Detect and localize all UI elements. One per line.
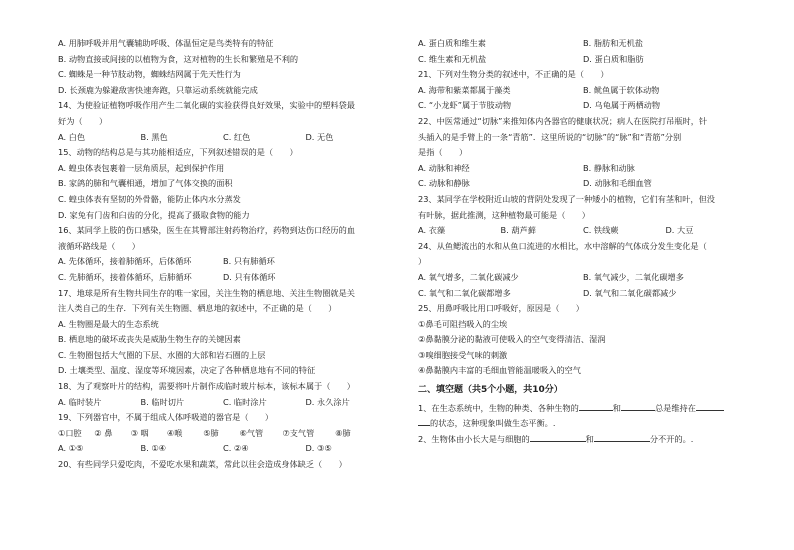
q16-option-c: C. 先肺循环，接着体循环，后肺循环 [58, 271, 192, 282]
q18-option-d: D. 永久涂片 [305, 396, 350, 407]
q22-option-d: D. 动脉和毛细血管 [583, 178, 652, 189]
q15-option-c: C. 蝗虫体表有坚韧的外骨骼，能防止体内水分蒸发 [58, 193, 241, 204]
q19-options [58, 441, 388, 457]
q24-options-ab [418, 270, 748, 286]
q25-item-1: ①鼻毛可阻挡吸入的尘埃 [418, 318, 508, 329]
q16-option-a: A. 先体循环，接着肺循环，后体循环 [58, 256, 192, 267]
q19-item-5: ⑤肺 [203, 427, 219, 438]
q20-option-c: C. 维生素和无机盐 [418, 53, 487, 64]
q23-option-a: A. 衣藻 [418, 225, 446, 236]
q18-stem: 18、为了观察叶片的结构，需要将叶片制作成临时玻片标本，该标本属于（ ） [58, 381, 355, 392]
fill2-text-3: 分不开的。. [649, 433, 694, 444]
q19-item-1: ①口腔 [58, 427, 82, 438]
q22-stem-cont: 头插入的是手臂上的一条“青筋”．这里所说的“切脉”的“脉”和“青筋”分别 [418, 131, 682, 142]
q24-option-c: C. 氧气和二氧化碳都增多 [418, 287, 511, 298]
fill1-line1 [418, 401, 748, 417]
fill2-text-2: 和 [585, 433, 594, 444]
fill1-text-4: 的状态，这种现象叫做生态平衡。. [430, 418, 556, 429]
q17-option-c: C. 生物圈包括大气圈的下层、水圈的大部和岩石圈的上层 [58, 349, 266, 360]
fill1-blank-1[interactable] [579, 402, 613, 411]
q25-item-3: ③嗅细胞接受气味的刺激 [418, 349, 508, 360]
q23-stem-cont: 有叶脉，据此推测，这种植物最可能是（ ） [418, 209, 590, 220]
q22-stem-end: 是指（ ） [418, 147, 468, 158]
q18-options [58, 395, 388, 411]
q23-option-c: C. 铁线蕨 [583, 225, 619, 236]
fill2-line [418, 432, 748, 448]
q24-option-d: D. 氧气和二氧化碳都减少 [583, 287, 677, 298]
q25-item-2: ②鼻黏膜分泌的黏液可使吸入的空气变得清洁、湿润 [418, 334, 606, 345]
q19-item-4: ④喉 [166, 427, 183, 438]
q16-option-d: D. 只有体循环 [223, 271, 276, 282]
q20-stem: 20、有些同学只爱吃肉，不爱吃水果和蔬菜，常此以往会造成身体缺乏（ ） [58, 459, 347, 470]
q25-item-4: ④鼻黏膜内丰富的毛细血管能温暖吸入的空气 [418, 365, 581, 376]
q24-options-cd [418, 286, 748, 302]
q16-stem-cont: 液循环路线是（ ） [58, 240, 140, 251]
q20-options-cd [418, 52, 748, 68]
q25-stem: 25、用鼻呼吸比用口呼吸好，原因是（ ） [418, 303, 584, 314]
q21-stem: 21、下列对生物分类的叙述中，不正确的是（ ） [418, 69, 609, 80]
q22-option-b: B. 静脉和动脉 [583, 162, 635, 173]
section-title-fill-in: 二、填空题（共5个小题，共10分） [418, 385, 563, 396]
q22-options-cd [418, 176, 748, 192]
fill1-blank-3[interactable] [696, 402, 724, 411]
q15-stem: 15、动物的结构总是与其功能相适应，下列叙述错误的是（ ） [58, 147, 298, 158]
q21-option-a: A. 海带和紫菜都属于藻类 [418, 84, 511, 95]
q21-option-c: C. “小龙虾”属于节肢动物 [418, 100, 512, 111]
q19-item-7: ⑦支气管 [282, 427, 315, 438]
q19-option-b: B. ①④ [140, 443, 167, 454]
q20-options-ab [418, 36, 748, 52]
q19-option-d: D. ③⑤ [305, 443, 332, 454]
q17-stem: 17、地球是所有生物共同生存的唯一家园，关注生物的栖息地、关注生物圈就是关 [58, 287, 355, 298]
q16-option-b: B. 只有肺循环 [223, 256, 275, 267]
q17-option-b: B. 栖息地的破坏或丧失是威胁生物生存的关键因素 [58, 334, 241, 345]
q19-stem: 19、下列器官中，不属于组成人体呼吸道的器官是（ ） [58, 412, 274, 423]
fill2-blank-1[interactable] [530, 433, 586, 442]
fill1-line2 [418, 416, 748, 432]
q13-option-c: C. 蜘蛛是一种节肢动物，蜘蛛结网属于先天性行为 [58, 69, 241, 80]
q13-option-a: A. 用肺呼吸并用气囊辅助呼吸、体温恒定是鸟类特有的特征 [58, 38, 274, 48]
q16-stem: 16、某同学上肢的伤口感染，医生在其臀部注射药物治疗，药物到达伤口经历的血 [58, 225, 355, 236]
fill1-blank-3-cont[interactable] [418, 417, 430, 426]
q21-options-ab [418, 83, 748, 99]
q20-option-b: B. 脂肪和无机盐 [583, 38, 643, 48]
right-column [418, 36, 748, 447]
q20-option-d: D. 蛋白质和脂肪 [583, 53, 644, 64]
q22-stem: 22、中医常通过“切脉”来推知体内各器官的健康状况；病人在医院打吊瓶时，针 [418, 115, 708, 126]
q18-option-b: B. 临时切片 [140, 396, 185, 407]
q19-items [58, 426, 388, 442]
q17-option-a: A. 生物圈是最大的生态系统 [58, 318, 159, 329]
q19-item-2: ② 鼻 [94, 427, 113, 438]
q19-option-a: A. ①⑤ [58, 443, 84, 454]
q21-option-d: D. 乌龟属于两栖动物 [583, 100, 661, 111]
q23-options [418, 223, 748, 239]
q14-option-b: B. 黑色 [140, 131, 168, 142]
q14-option-a: A. 白色 [58, 131, 86, 142]
q24-stem-cont: ） [418, 256, 427, 267]
q22-option-a: A. 动脉和神经 [418, 162, 470, 173]
q16-options-cd [58, 270, 388, 286]
q23-option-b: B. 葫芦藓 [500, 225, 536, 236]
q23-stem: 23、某同学在学校附近山坡的背阴处发现了一种矮小的植物，它们有茎和叶，但没 [418, 193, 715, 204]
q24-option-b: B. 氧气减少，二氧化碳增多 [583, 271, 684, 282]
fill2-text-1: 2、生物体由小长大是与细胞的 [418, 433, 530, 444]
fill2-blank-2[interactable] [594, 433, 650, 442]
q19-option-c: C. ②④ [223, 443, 249, 454]
fill1-text-1: 1、在生态系统中，生物的种类、各种生物的 [418, 402, 579, 413]
q21-option-b: B. 鱿鱼属于软体动物 [583, 84, 660, 95]
q17-option-d: D. 土壤类型、温度、湿度等环境因素，决定了各种栖息地有不同的特征 [58, 365, 316, 376]
left-column [58, 36, 388, 473]
q18-option-a: A. 临时装片 [58, 396, 102, 407]
q24-stem: 24、从鱼鳃流出的水和从鱼口流进的水相比，水中溶解的气体成分发生变化是（ [418, 240, 707, 251]
q24-option-a: A. 氧气增多，二氧化碳减少 [418, 271, 519, 282]
q22-option-c: C. 动脉和静脉 [418, 178, 470, 189]
q16-options-ab [58, 254, 388, 270]
q15-option-a: A. 蝗虫体表包裹着一层角质层，起到保护作用 [58, 162, 225, 173]
q23-option-d: D. 大豆 [665, 225, 694, 236]
q14-stem: 14、为使验证植物呼吸作用产生二氧化碳的实验获得良好效果，实验中的塑料袋最 [58, 100, 355, 111]
q17-stem-cont: 注人类自己的生存．下列有关生物圈、栖息地的叙述中，不正确的是（ ） [58, 303, 337, 314]
q14-stem-cont: 好为（ ） [58, 115, 108, 126]
q15-option-b: B. 家鸽的肺和气囊相通，增加了气体交换的面积 [58, 178, 233, 189]
q18-option-c: C. 临时涂片 [223, 396, 267, 407]
q19-item-3: ③ 咽 [130, 427, 149, 438]
q20-option-a: A. 蛋白质和维生素 [418, 38, 486, 48]
fill1-text-3: 总是维持在 [654, 402, 696, 413]
q21-options-cd [418, 98, 748, 114]
q14-option-d: D. 无色 [305, 131, 334, 142]
q19-item-8: ⑧肺 [335, 427, 351, 438]
q15-option-d: D. 家兔有门齿和臼齿的分化，提高了摄取食物的能力 [58, 209, 250, 220]
q13-option-b: B. 动物直接或间接的以植物为食，这对植物的生长和繁殖是不利的 [58, 53, 299, 64]
fill1-text-2: 和 [612, 402, 621, 413]
q14-options [58, 130, 388, 146]
q13-option-d: D. 长颈鹿为躲避敌害快速奔跑，只靠运动系统就能完成 [58, 84, 258, 95]
fill1-blank-2[interactable] [621, 402, 655, 411]
q22-options-ab [418, 161, 748, 177]
q19-item-6: ⑥气管 [239, 427, 264, 438]
q14-option-c: C. 红色 [223, 131, 251, 142]
